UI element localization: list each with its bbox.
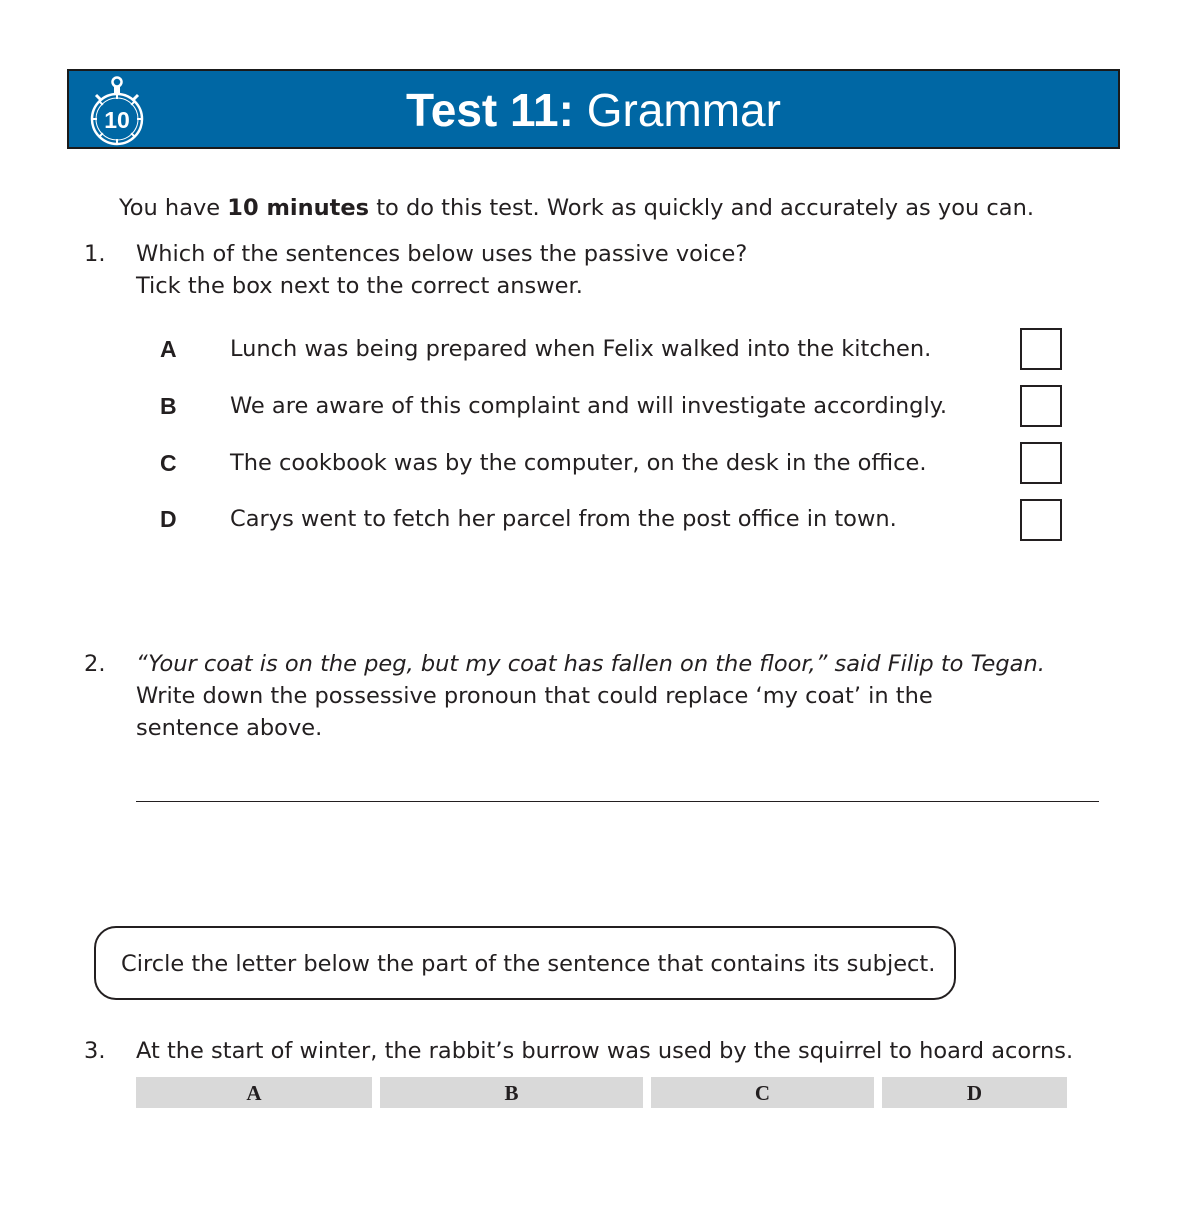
segment-b-label[interactable]: B — [380, 1077, 643, 1108]
intro-time-limit: 10 minutes — [227, 195, 370, 221]
question-1-line-2: Tick the box next to the correct answer. — [136, 273, 583, 299]
option-d-text: Carys went to fetch her parcel from the post office in town. — [230, 506, 897, 532]
option-c-text: The cookbook was by the computer, on the desk in the office. — [230, 450, 927, 476]
option-a-letter: A — [160, 336, 177, 362]
question-2-line-3: sentence above. — [136, 715, 323, 741]
question-2-line-2: Write down the possessive pronoun that could replace ‘my coat’ in the — [136, 683, 933, 709]
page-title — [69, 85, 1118, 135]
option-d-checkbox[interactable] — [1020, 499, 1062, 541]
segment-d-label[interactable]: D — [882, 1077, 1067, 1108]
instruction-text: Circle the letter below the part of the sentence that contains its subject. — [121, 951, 936, 977]
question-1-prompt — [136, 238, 747, 302]
intro-before: You have — [119, 195, 228, 221]
segment-a-label[interactable]: A — [136, 1077, 372, 1108]
title-test-number: Test 11: — [406, 84, 574, 136]
question-2-quote: “Your coat is on the peg, but my coat has fallen on the floor,” said Filip to Tegan. — [136, 651, 1045, 677]
title-subject: Grammar — [573, 84, 781, 136]
option-a-text: Lunch was being prepared when Felix walked into the kitchen. — [230, 336, 932, 362]
option-d-letter: D — [160, 506, 177, 532]
option-b-checkbox[interactable] — [1020, 385, 1062, 427]
option-b-letter: B — [160, 393, 177, 419]
option-a-checkbox[interactable] — [1020, 328, 1062, 370]
intro-after: to do this test. Work as quickly and accurately as you can. — [369, 195, 1034, 221]
segment-c-label[interactable]: C — [651, 1077, 874, 1108]
question-2-number: 2. — [84, 651, 106, 677]
question-3-number: 3. — [84, 1038, 106, 1064]
option-c-letter: C — [160, 450, 177, 476]
option-b-text: We are aware of this complaint and will investigate accordingly. — [230, 393, 947, 419]
option-c-checkbox[interactable] — [1020, 442, 1062, 484]
test-instructions — [119, 192, 1034, 224]
question-2-prompt — [136, 648, 1045, 744]
question-1-number: 1. — [84, 241, 106, 267]
test-title-banner — [67, 69, 1120, 149]
question-1-line-1: Which of the sentences below uses the passive voice? — [136, 241, 748, 267]
answer-line[interactable] — [136, 801, 1099, 802]
question-3-sentence: At the start of winter, the rabbit’s burrow was used by the squirrel to hoard acorns. — [136, 1038, 1074, 1064]
timer-minutes: 10 — [104, 107, 130, 133]
